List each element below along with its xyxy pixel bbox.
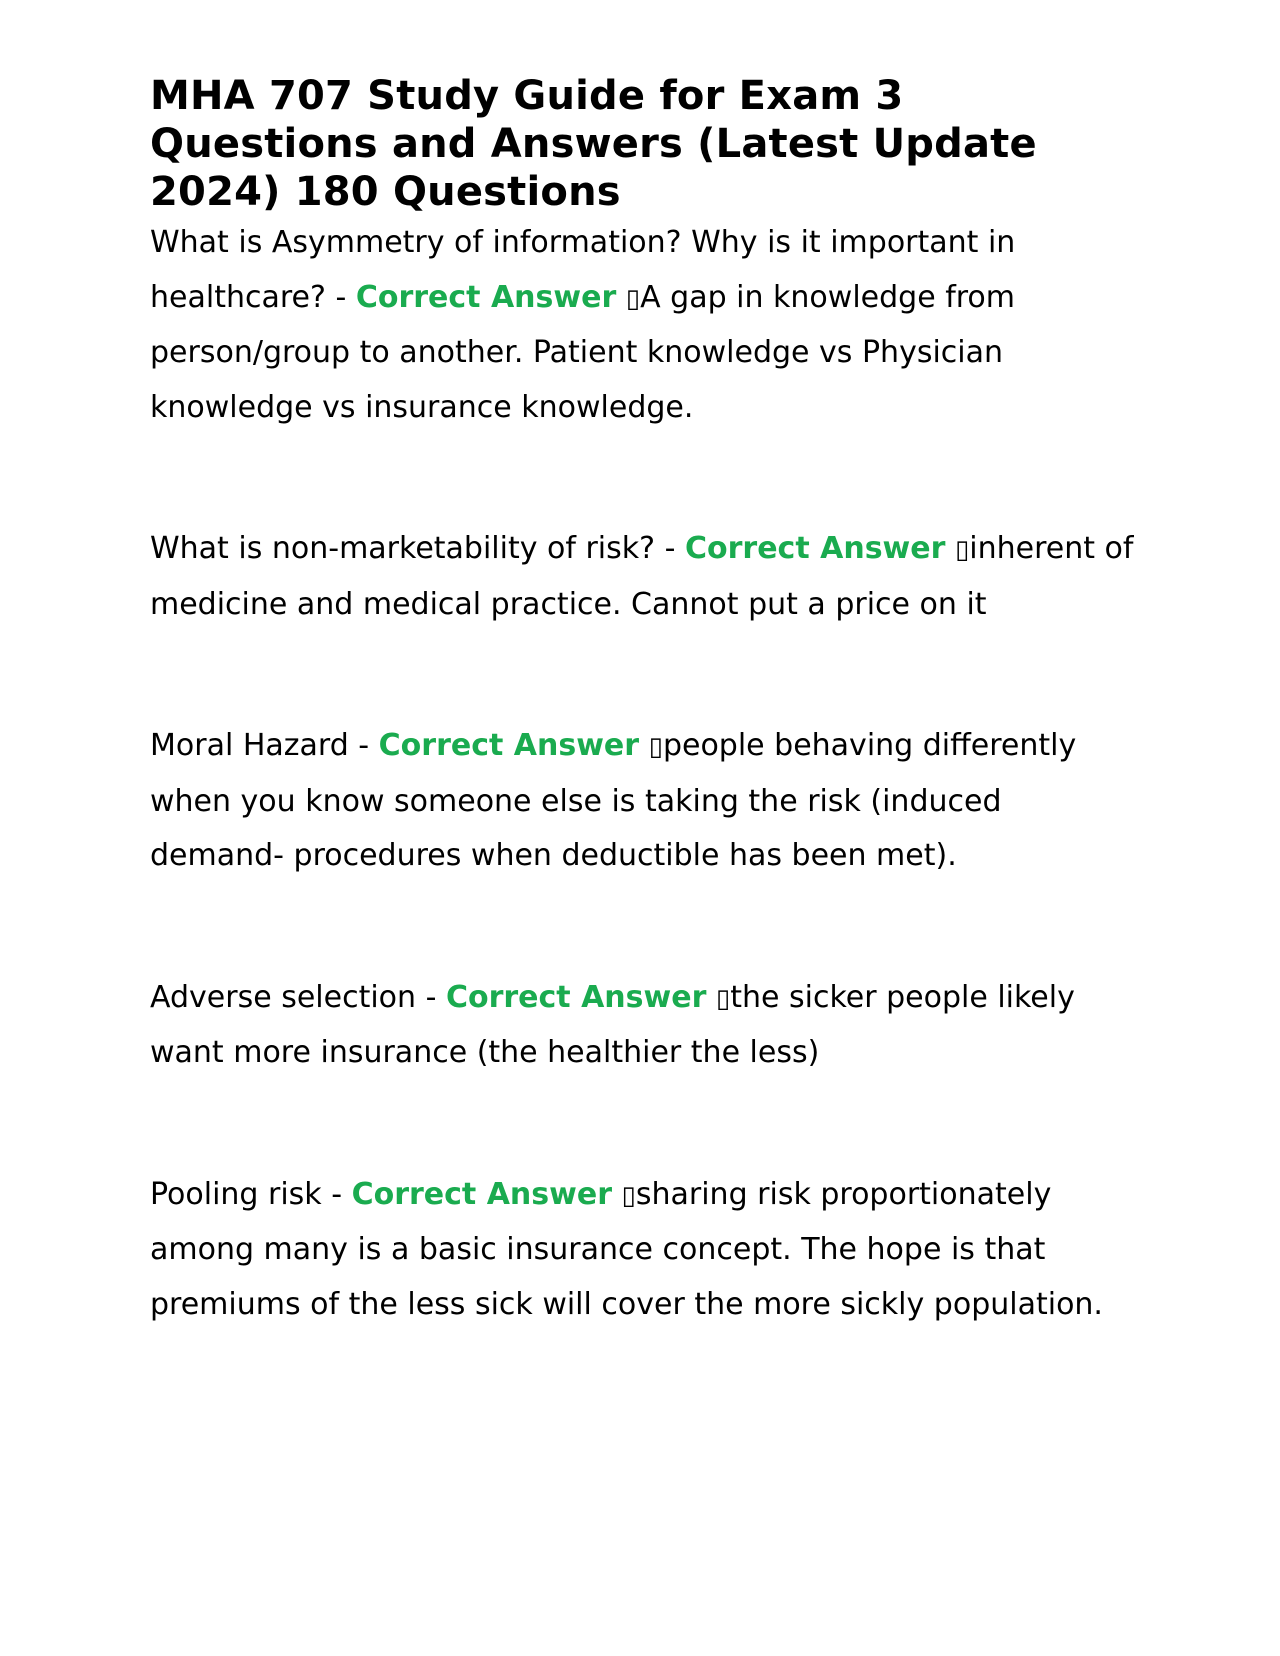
qa-entry (150, 216, 1140, 435)
correct-answer-label: Correct Answer (378, 728, 640, 763)
separator: - (348, 728, 379, 763)
correct-answer-label: Correct Answer (684, 531, 946, 566)
correct-answer-label: Correct Answer (351, 1176, 612, 1212)
answer-marker-icon: ▯ (621, 1180, 636, 1211)
document-title: MHA 707 Study Guide for Exam 3 Questions and Answers (Latest Update 2024) 180 Questions (150, 73, 1037, 215)
qa-entry (150, 1168, 1140, 1333)
answer-marker-icon: ▯ (954, 535, 970, 565)
qa-entry (150, 719, 1140, 884)
question-text: Adverse selection (150, 979, 417, 1015)
separator: - (325, 279, 356, 315)
correct-answer-label: Correct Answer (445, 979, 707, 1015)
answer-text: A gap in knowledge from person/group to another. Patient knowledge vs Physician knowledge vs insurance knowledge. (150, 279, 1016, 425)
answer-marker-icon: ▯ (715, 983, 731, 1014)
answer-text: sharing risk proportionately among many is a basic insurance concept. The hope is that premiums of the less sick will cover the more sickly population. (150, 1176, 1103, 1322)
question-text: What is Asymmetry of information? Why is it important in healthcare? (150, 225, 1016, 315)
question-text: What is non-marketability of risk? (150, 531, 656, 566)
question-text: Moral Hazard (150, 728, 349, 763)
answer-text: the sicker people likely want more insurance (the healthier the less) (150, 979, 1075, 1070)
separator: - (655, 531, 685, 566)
document-page (150, 72, 1140, 1332)
answer-marker-icon: ▯ (625, 283, 641, 314)
qa-entry (150, 522, 1140, 632)
qa-entry (150, 971, 1140, 1081)
answer-text: people behaving differently when you know someone else is taking the risk (induced demand- procedures when deductible has been met). (150, 728, 1077, 873)
answer-text: inherent of medicine and medical practice. Cannot put a price on it (150, 531, 1134, 622)
correct-answer-label: Correct Answer (355, 279, 617, 315)
separator: - (416, 979, 446, 1015)
separator: - (321, 1176, 352, 1212)
question-text: Pooling risk (150, 1176, 322, 1212)
answer-marker-icon: ▯ (648, 732, 663, 762)
